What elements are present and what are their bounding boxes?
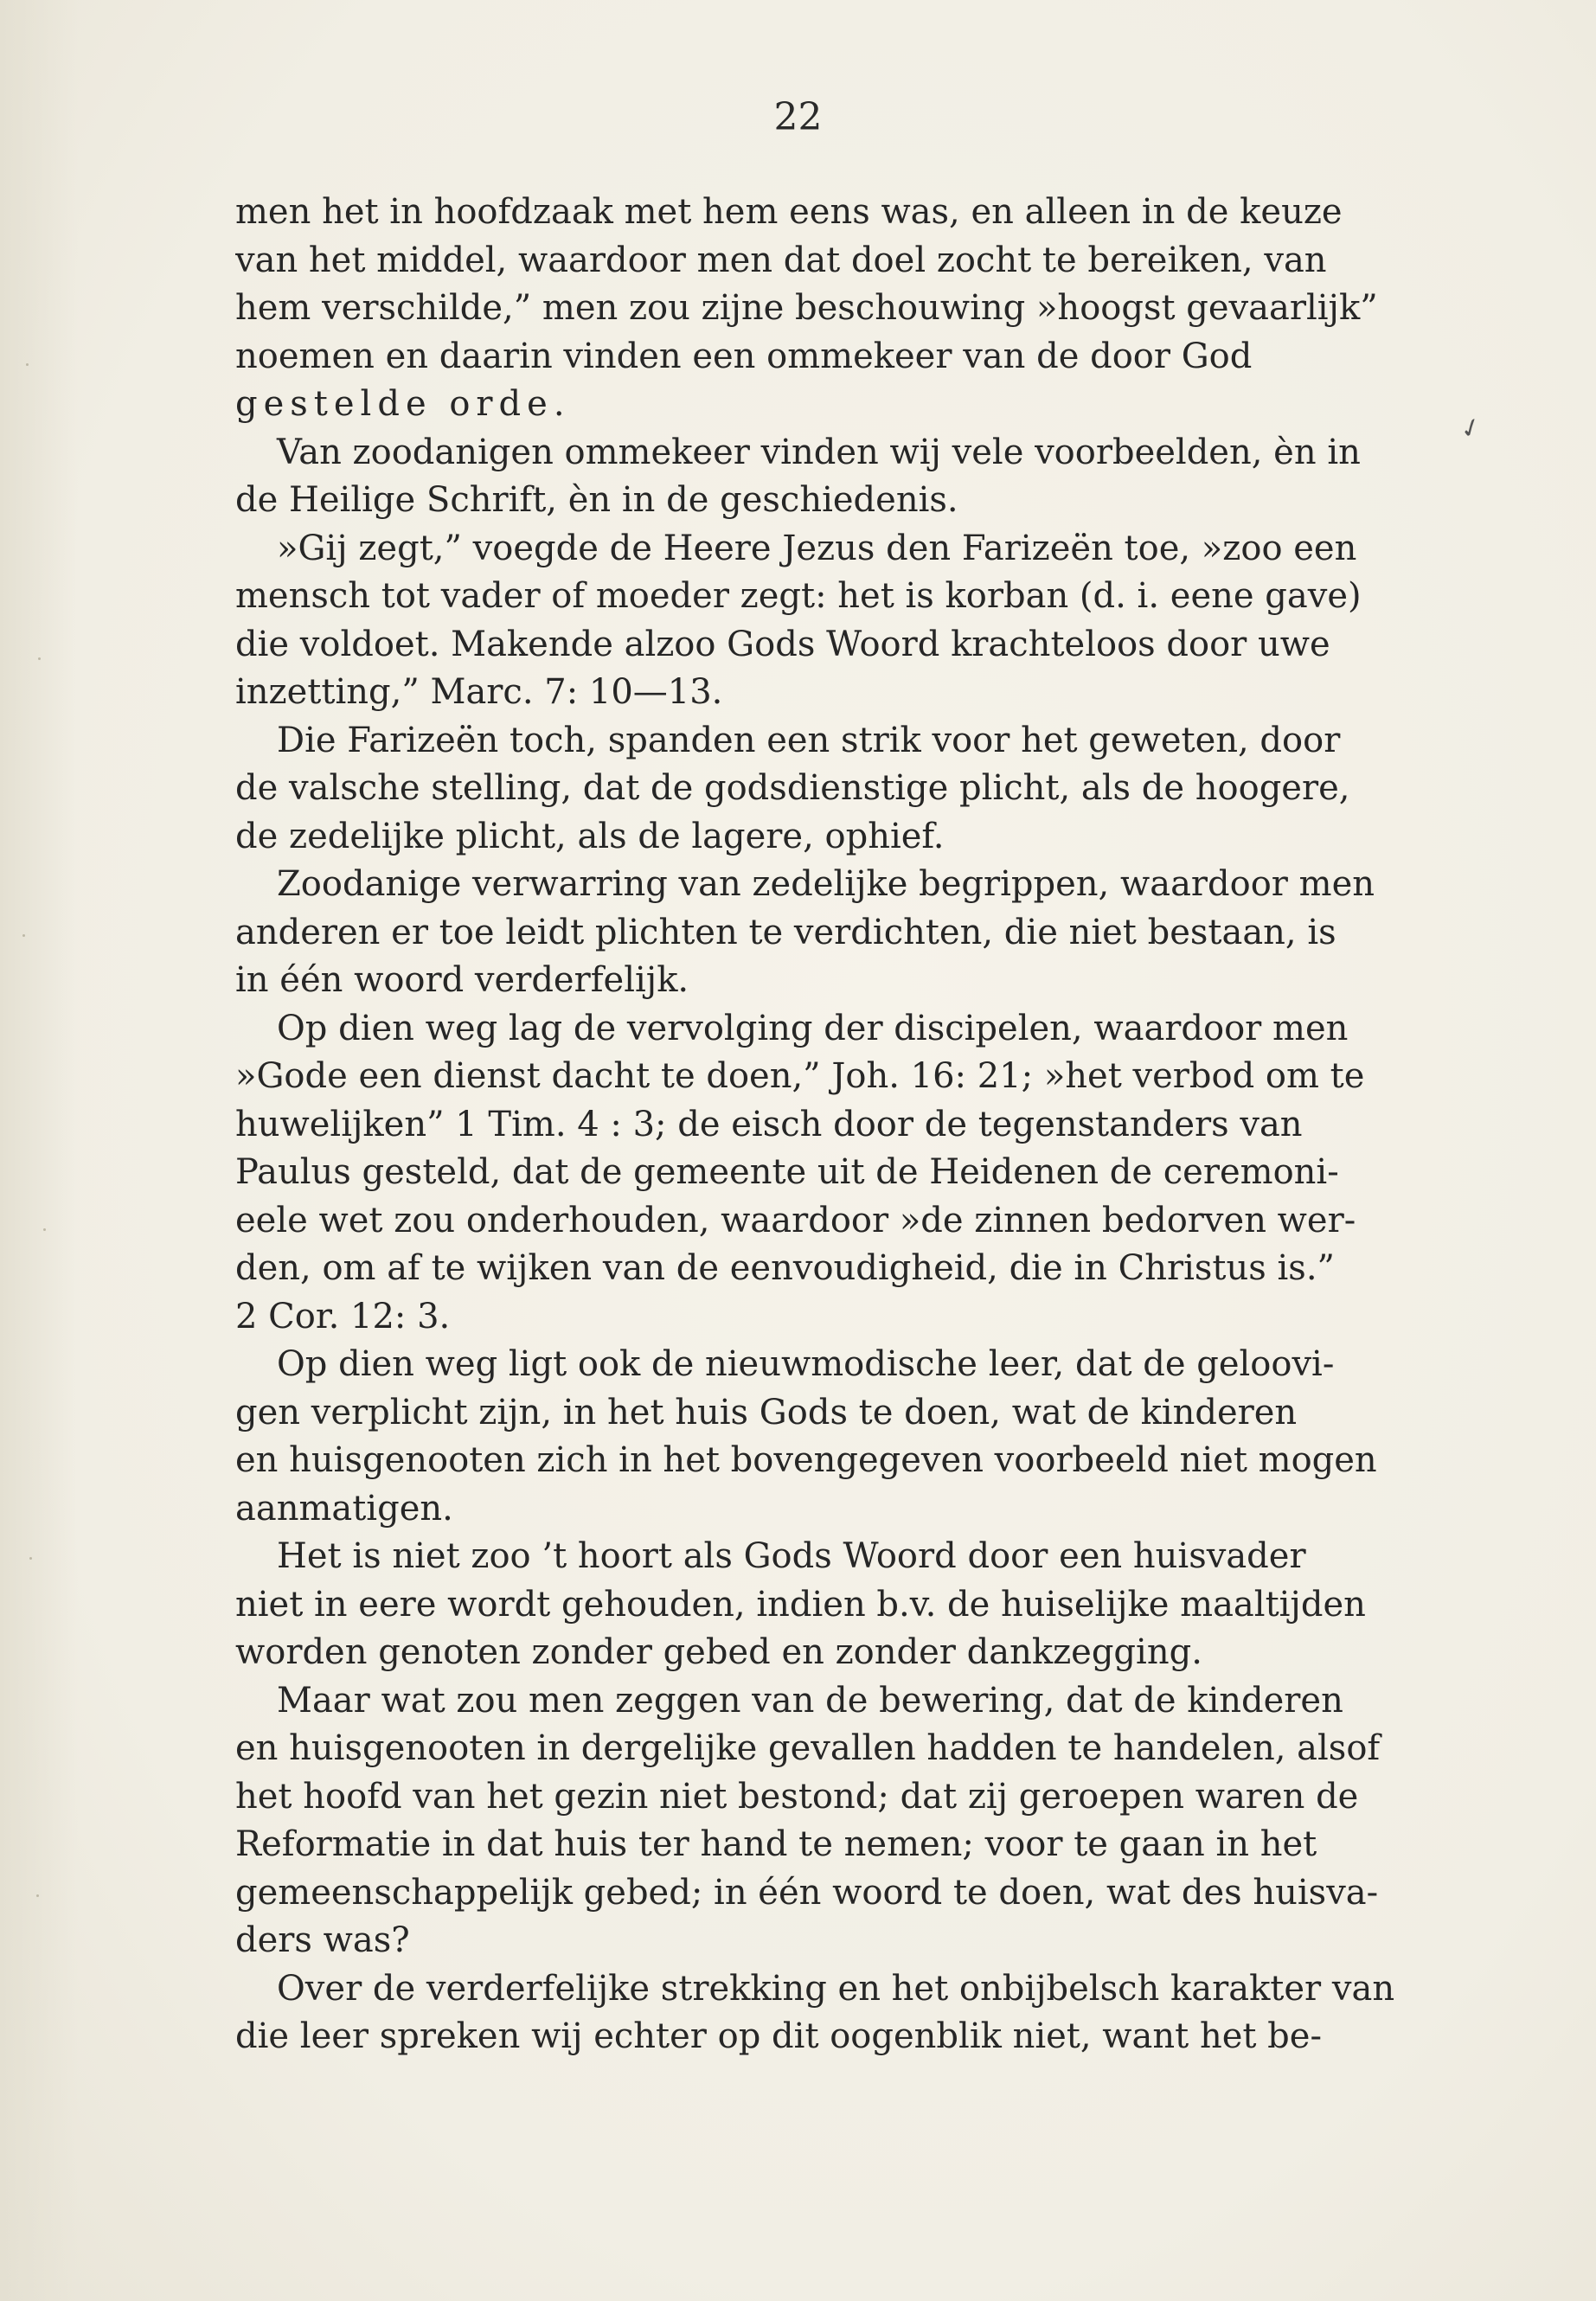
text-line: Reformatie in dat huis ter hand te nemen; voor te gaan in het: [235, 1824, 1317, 1864]
paper-speck: [22, 934, 25, 937]
text-line: het hoofd van het gezin niet bestond; dat zij geroepen waren de: [235, 1776, 1359, 1817]
text-line: en huisgenooten zich in het bovengegeven voorbeeld niet mogen: [235, 1440, 1377, 1480]
text-line: »Gode een dienst dacht te doen,” Joh. 16: 21; »het verbod om te: [235, 1056, 1365, 1096]
text-line: anderen er toe leidt plichten te verdichten, die niet bestaan, is: [235, 912, 1336, 952]
paper-speck: [43, 1228, 46, 1231]
text-line: Die Farizeën toch, spanden een strik voor het geweten, door: [277, 720, 1341, 760]
page-number: 22: [773, 95, 823, 139]
paper-speck: [26, 363, 29, 366]
body-text: [235, 189, 1410, 2061]
text-line: Op dien weg ligt ook de nieuwmodische leer, dat de geloovi-: [277, 1344, 1335, 1384]
text-line: de zedelijke plicht, als de lagere, ophief.: [235, 816, 945, 856]
text-line: mensch tot vader of moeder zegt: het is korban (d. i. eene gave): [235, 576, 1362, 616]
text-line: Paulus gesteld, dat de gemeente uit de Heidenen de ceremoni-: [235, 1152, 1339, 1192]
text-line: »Gij zegt,” voegde de Heere Jezus den Farizeën toe, »zoo een: [277, 528, 1357, 568]
text-line: men het in hoofdzaak met hem eens was, en alleen in de keuze: [235, 192, 1343, 232]
text-line: noemen en daarin vinden een ommekeer van de door God: [235, 336, 1253, 376]
text-line: den, om af te wijken van de eenvoudigheid, die in Christus is.”: [235, 1248, 1335, 1288]
text-line: Zoodanige verwarring van zedelijke begrippen, waardoor men: [277, 864, 1375, 904]
text-line: inzetting,” Marc. 7: 10—13.: [235, 672, 723, 712]
text-line: eele wet zou onderhouden, waardoor »de zinnen bedorven wer-: [235, 1200, 1356, 1240]
text-line: 2 Cor. 12: 3.: [235, 1296, 451, 1336]
paper-speck: [38, 657, 41, 660]
text-line: huwelijken” 1 Tim. 4 : 3; de eisch door de tegenstanders van: [235, 1104, 1303, 1144]
text-line: worden genoten zonder gebed en zonder dankzegging.: [235, 1632, 1202, 1672]
text-line: gemeenschappelijk gebed; in één woord te doen, wat des huisva-: [235, 1872, 1379, 1913]
text-line: Op dien weg lag de vervolging der discipelen, waardoor men: [277, 1008, 1349, 1048]
text-line: gestelde orde.: [235, 384, 571, 424]
text-line: die voldoet. Makende alzoo Gods Woord krachteloos door uwe: [235, 624, 1330, 664]
text-line: gen verplicht zijn, in het huis Gods te doen, wat de kinderen: [235, 1392, 1298, 1433]
text-line: van het middel, waardoor men dat doel zocht te bereiken, van: [235, 240, 1327, 280]
pencil-mark: ✓: [1455, 410, 1487, 447]
text-line: de Heilige Schrift, èn in de geschiedenis.: [235, 480, 958, 520]
text-line: ders was?: [235, 1920, 410, 1960]
text-line: Over de verderfelijke strekking en het onbijbelsch karakter van: [277, 1968, 1395, 2009]
paper-speck: [36, 1894, 39, 1897]
text-line: Maar wat zou men zeggen van de bewering, dat de kinderen: [277, 1680, 1343, 1721]
paper-specks: [17, 260, 52, 1990]
text-line: Van zoodanigen ommekeer vinden wij vele voorbeelden, èn in: [277, 432, 1361, 472]
text-line: aanmatigen.: [235, 1488, 453, 1529]
text-line: Het is niet zoo ’t hoort als Gods Woord door een huisvader: [277, 1536, 1306, 1576]
text-line: hem verschilde,” men zou zijne beschouwing »hoogst gevaarlijk”: [235, 288, 1378, 328]
text-line: die leer spreken wij echter op dit oogenblik niet, want het be-: [235, 2016, 1322, 2056]
paper-speck: [29, 1557, 32, 1560]
text-line: niet in eere wordt gehouden, indien b.v. de huiselijke maaltijden: [235, 1584, 1366, 1625]
text-line: de valsche stelling, dat de godsdienstige plicht, als de hoogere,: [235, 768, 1350, 808]
text-line: in één woord verderfelijk.: [235, 960, 689, 1000]
text-line: en huisgenooten in dergelijke gevallen hadden te handelen, alsof: [235, 1728, 1381, 1768]
